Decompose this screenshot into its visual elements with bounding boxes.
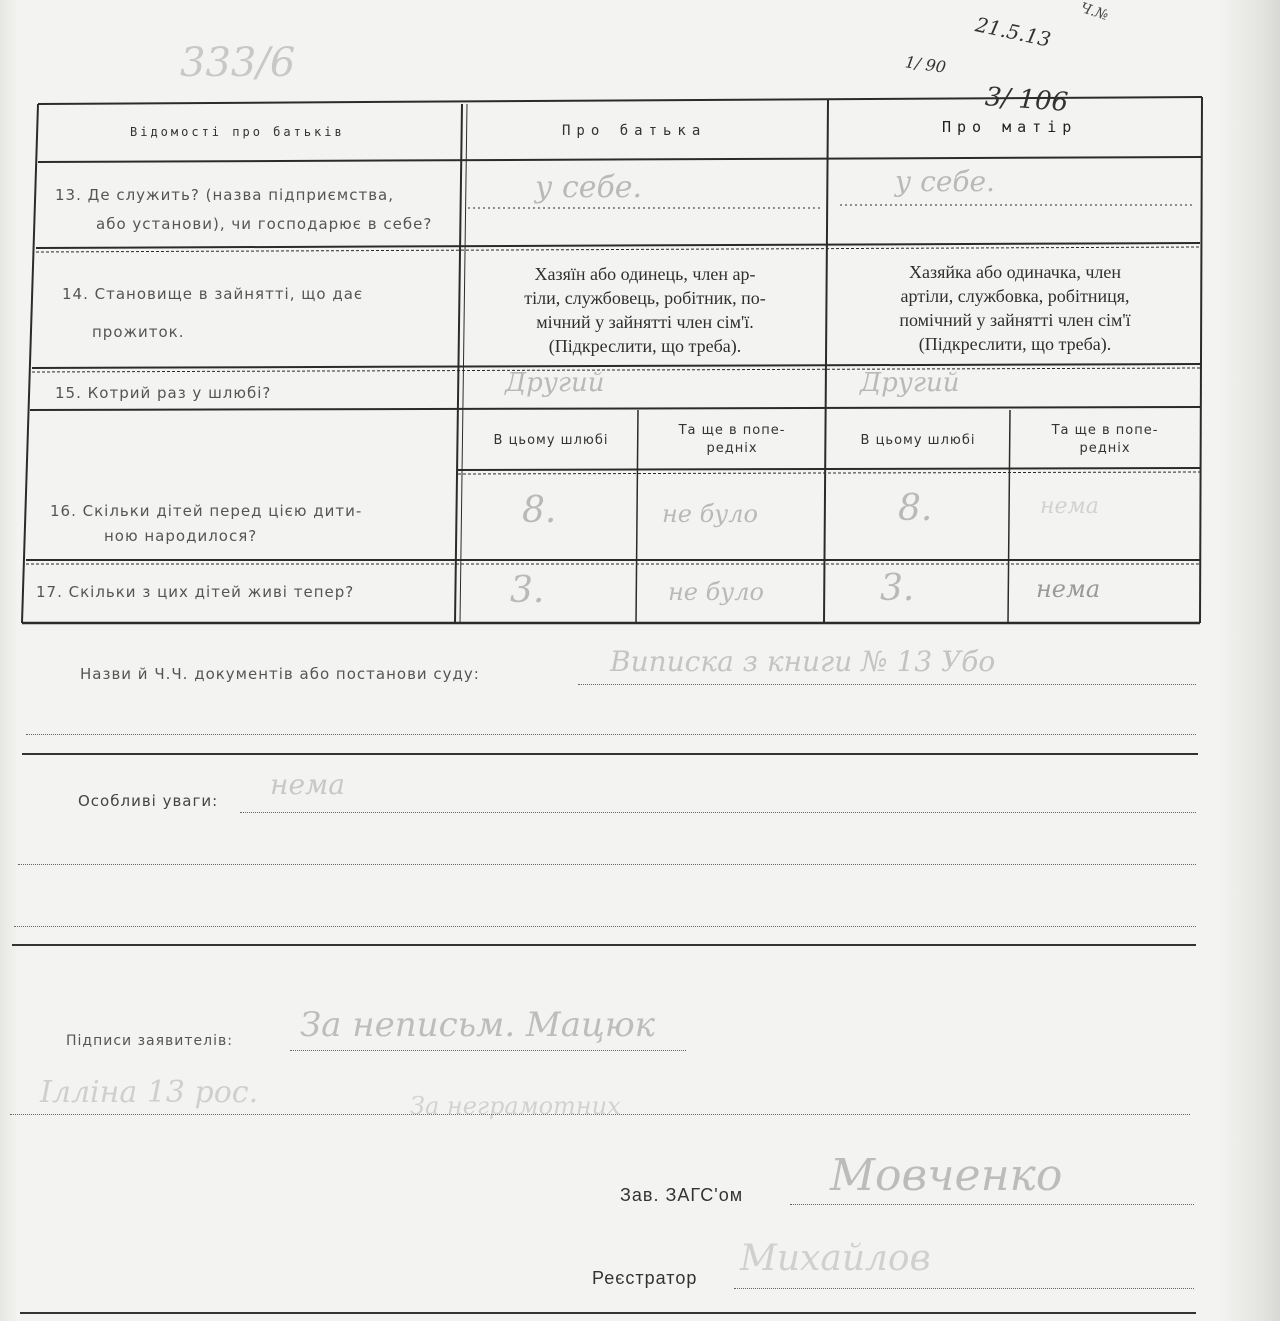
signatures-line-2 bbox=[10, 1114, 1190, 1115]
registrar-label: Реєстратор bbox=[592, 1268, 698, 1288]
signatures-value-1: За неписьм. Мацюк bbox=[300, 1005, 655, 1045]
q13-mother-answer: у себе. bbox=[895, 165, 995, 198]
sub-mother-this-marriage: В цьому шлюбі bbox=[860, 433, 976, 448]
documents-value: Виписка з книги № 13 Убо bbox=[610, 645, 996, 678]
signatures-line bbox=[290, 1050, 686, 1051]
header-col-father: Про батька bbox=[562, 123, 707, 139]
sub-father-previous-l2: редніх bbox=[706, 441, 758, 456]
q14-mother-l3: помічний у зайнятті член сім'ї bbox=[899, 310, 1131, 330]
signatures-label: Підписи заявителів: bbox=[66, 1033, 233, 1049]
documents-separator bbox=[22, 753, 1198, 755]
q17-father-this: 3. bbox=[510, 570, 545, 611]
registrar-signature: Михайлов bbox=[740, 1238, 931, 1279]
q17-mother-this: 3. bbox=[880, 568, 915, 609]
sub-father-this-marriage: В цьому шлюбі bbox=[493, 433, 609, 448]
bottom-separator bbox=[20, 1312, 1196, 1314]
registrar-line bbox=[734, 1288, 1194, 1289]
q17-father-prev: не було bbox=[668, 578, 764, 606]
head-label: Зав. ЗАГС'ом bbox=[620, 1185, 744, 1205]
special-notes-separator bbox=[12, 944, 1196, 946]
q16-father-prev: не було bbox=[662, 500, 758, 528]
documents-line bbox=[578, 684, 1196, 685]
documents-line-2 bbox=[26, 734, 1196, 735]
q16-line1: 16. Скільки дітей перед цією дити- bbox=[50, 502, 363, 520]
special-notes-line-2 bbox=[18, 864, 1196, 865]
stamp-line-4: 3/ 106 bbox=[984, 82, 1070, 118]
head-line bbox=[790, 1204, 1194, 1205]
q16-mother-this: 8. bbox=[898, 488, 933, 529]
q14-mother-l2: артіли, службовка, робітниця, bbox=[900, 286, 1130, 306]
signatures-value-2: Ілліна 13 рос. bbox=[40, 1075, 259, 1110]
header-col-mother: Про матір bbox=[942, 118, 1078, 136]
q14-father-l1: Хазяїн або одинець, член ар- bbox=[534, 264, 756, 284]
q16-father-this: 8. bbox=[522, 490, 557, 531]
q14-mother-l4: (Підкреслити, що треба). bbox=[918, 334, 1112, 354]
special-notes-line bbox=[240, 812, 1196, 813]
q14-father-l4: (Підкреслити, що треба). bbox=[548, 336, 742, 356]
q15-father-answer: Другий bbox=[505, 368, 605, 398]
header-col-parents: Відомості про батьків bbox=[130, 125, 345, 139]
sub-father-previous-l1: Та ще в попе- bbox=[678, 423, 786, 438]
q14-father-l2: тіли, службовець, робітник, по- bbox=[524, 288, 766, 308]
sub-mother-previous-l2: редніх bbox=[1079, 441, 1131, 456]
q17-mother-prev: нема bbox=[1036, 575, 1101, 603]
sub-mother-previous-l1: Та ще в попе- bbox=[1051, 423, 1159, 438]
archive-number: 333/6 bbox=[180, 40, 296, 86]
q14-father-l3: мічний у зайнятті член сім'ї. bbox=[536, 312, 754, 332]
q13-father-answer: у себе. bbox=[535, 170, 643, 205]
stamp-line-1: Ч.№ bbox=[1078, 0, 1111, 25]
q16-mother-prev: нема bbox=[1040, 494, 1099, 519]
q14-line2: прожиток. bbox=[92, 323, 185, 341]
signatures-value-3: За неграмотних bbox=[410, 1092, 621, 1120]
q14-line1: 14. Становище в зайнятті, що дає bbox=[62, 285, 364, 303]
documents-label: Назви й Ч.Ч. документів або постанови суду: bbox=[80, 665, 480, 683]
q14-mother-l1: Хазяйка або одиначка, член bbox=[909, 262, 1121, 282]
special-notes-line-3 bbox=[14, 926, 1196, 927]
q15-mother-answer: Другий bbox=[860, 368, 960, 398]
q17-text: 17. Скільки з цих дітей живі тепер? bbox=[36, 583, 355, 601]
stamp-line-2: 21.5.13 bbox=[973, 12, 1054, 52]
q13-line1: 13. Де служить? (назва підприємства, bbox=[55, 186, 395, 204]
q15-text: 15. Котрий раз у шлюбі? bbox=[55, 384, 272, 402]
head-signature: Мовченко bbox=[830, 1150, 1063, 1201]
stamp-line-3: 1/ 90 bbox=[903, 52, 948, 77]
q16-line2: ною народилося? bbox=[104, 527, 258, 545]
special-notes-label: Особливі уваги: bbox=[78, 792, 219, 810]
special-notes-value: нема bbox=[270, 768, 345, 801]
q13-line2: або установи), чи господарює в себе? bbox=[96, 215, 433, 233]
